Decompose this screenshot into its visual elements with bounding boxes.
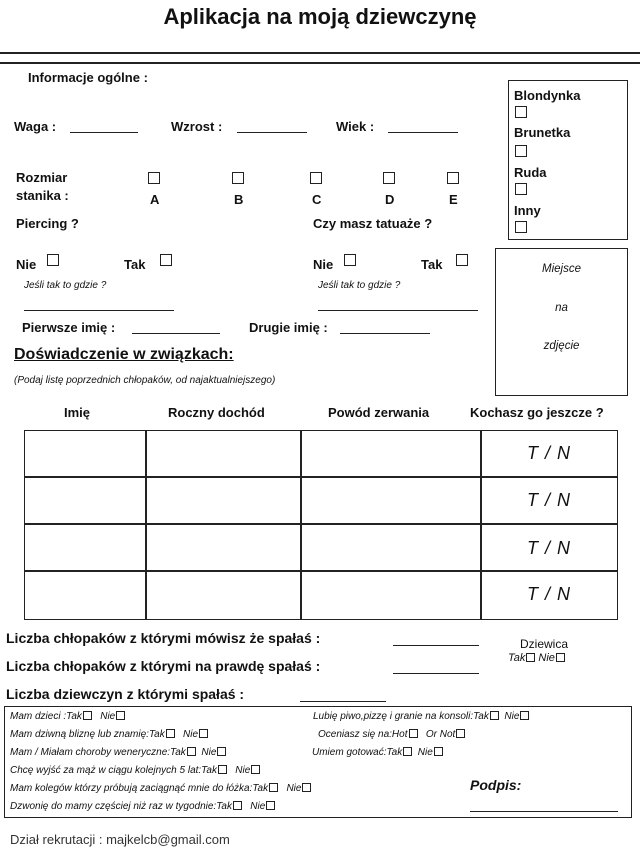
hair-blondynka-label: Blondynka (514, 88, 581, 103)
count-q2-field[interactable] (393, 673, 479, 674)
tattoo-label: Czy masz tatuaże ? (313, 216, 433, 231)
q-koledzy-label: Mam kolegów którzy próbują zaciągnąć mnie do łóżka:Tak (10, 783, 269, 794)
q-gotowac-nie-checkbox[interactable] (434, 747, 443, 756)
q-koledzy-tak-checkbox[interactable] (269, 783, 278, 792)
q-slub-label: Chcę wyjść za mąż w ciągu kolejnych 5 lat:Tak (10, 765, 217, 776)
virgin-options (508, 652, 565, 664)
cup-b-checkbox[interactable] (232, 172, 244, 184)
q-choroby-label: Mam / Miałam choroby weneryczne:Tak (10, 747, 186, 758)
virgin-nie-checkbox[interactable] (556, 653, 565, 662)
q-hot (318, 729, 465, 740)
piercing-nie-checkbox[interactable] (47, 254, 59, 266)
cup-e-label: E (449, 192, 458, 207)
q-choroby-tak-checkbox[interactable] (187, 747, 196, 756)
q-hot-checkbox[interactable] (409, 729, 418, 738)
q-piwo (313, 711, 529, 722)
row3-imie[interactable] (24, 523, 147, 572)
q-koledzy-nie-checkbox[interactable] (302, 783, 311, 792)
stanika-label: stanika : (16, 188, 69, 203)
title-divider-2 (0, 62, 640, 64)
q-blizna (10, 729, 208, 740)
hair-ruda-checkbox[interactable] (515, 183, 527, 195)
piercing-tak-checkbox[interactable] (160, 254, 172, 266)
q-choroby-nie-label: Nie (201, 747, 217, 758)
row1-powod[interactable] (300, 430, 482, 478)
q-slub-tak-checkbox[interactable] (218, 765, 227, 774)
waga-label: Waga : (14, 119, 57, 134)
q-gotowac-tak-checkbox[interactable] (403, 747, 412, 756)
q-choroby (10, 747, 226, 758)
q-dzieci (10, 711, 125, 722)
photo-line2: na (555, 302, 568, 314)
q-piwo-label: Lubię piwo,pizzę i granie na konsoli:Tak (313, 711, 489, 722)
virgin-nie-label: Nie (538, 652, 555, 664)
cup-d-label: D (385, 192, 395, 207)
signature-field[interactable] (470, 811, 618, 812)
q-mama-nie-label: Nie (250, 801, 266, 812)
tattoo-nie-label: Nie (313, 257, 334, 272)
q-dzieci-tak-checkbox[interactable] (83, 711, 92, 720)
tattoo-tak-checkbox[interactable] (456, 254, 468, 266)
rozmiar-label: Rozmiar (16, 170, 68, 185)
q-koledzy (10, 783, 311, 794)
q-mama (10, 801, 275, 812)
piercing-where-field[interactable] (24, 310, 174, 311)
wiek-label: Wiek : (336, 119, 375, 134)
tattoo-nie-checkbox[interactable] (344, 254, 356, 266)
wiek-field[interactable] (388, 132, 458, 133)
hair-inny-checkbox[interactable] (515, 221, 527, 233)
cup-c-checkbox[interactable] (310, 172, 322, 184)
cup-a-label: A (150, 192, 160, 207)
first-name-field[interactable] (132, 333, 220, 334)
row2-dochod[interactable] (145, 476, 302, 525)
col-kochasz: Kochasz go jeszcze ? (470, 405, 604, 420)
hair-brunetka-label: Brunetka (514, 125, 571, 140)
q-dzieci-nie-label: Nie (100, 711, 116, 722)
row2-imie[interactable] (24, 476, 147, 525)
relationships-note: (Podaj listę poprzednich chłopaków, od najaktualniejszego) (14, 375, 276, 386)
q-blizna-nie-label: Nie (183, 729, 199, 740)
second-name-field[interactable] (340, 333, 430, 334)
q-choroby-nie-checkbox[interactable] (217, 747, 226, 756)
q-slub-nie-label: Nie (235, 765, 251, 776)
q-blizna-label: Mam dziwną bliznę lub znamię:Tak (10, 729, 165, 740)
piercing-label: Piercing ? (16, 216, 79, 231)
q-piwo-tak-checkbox[interactable] (490, 711, 499, 720)
q-not-checkbox[interactable] (456, 729, 465, 738)
row1-imie[interactable] (24, 430, 147, 478)
row2-answer[interactable]: T / N (527, 490, 571, 510)
col-imie: Imię (64, 405, 91, 420)
count-q1: Liczba chłopaków z którymi mówisz że spałaś : (6, 630, 321, 646)
general-heading: Informacje ogólne : (28, 70, 148, 85)
hair-blondynka-checkbox[interactable] (515, 106, 527, 118)
piercing-where-label: Jeśli tak to gdzie ? (24, 280, 107, 291)
q-mama-tak-checkbox[interactable] (233, 801, 242, 810)
cup-d-checkbox[interactable] (383, 172, 395, 184)
piercing-tak-label: Tak (124, 257, 146, 272)
relationships-heading: Doświadczenie w związkach: (14, 346, 234, 363)
col-dochod: Roczny dochód (168, 405, 265, 420)
hair-brunetka-checkbox[interactable] (515, 145, 527, 157)
q-blizna-nie-checkbox[interactable] (199, 729, 208, 738)
cup-e-checkbox[interactable] (447, 172, 459, 184)
piercing-nie-label: Nie (16, 257, 37, 272)
hair-ruda-label: Ruda (514, 165, 547, 180)
wzrost-label: Wzrost : (171, 119, 223, 134)
q-hot-label: Oceniasz się na:Hot (318, 729, 408, 740)
photo-line1: Miejsce (542, 263, 581, 275)
q-mama-nie-checkbox[interactable] (266, 801, 275, 810)
q-piwo-nie-label: Nie (504, 711, 520, 722)
q-mama-label: Dzwonię do mamy częściej niż raz w tygodnie:Tak (10, 801, 232, 812)
row1-dochod[interactable] (145, 430, 302, 478)
q-gotowac-nie-label: Nie (417, 747, 433, 758)
title-divider (0, 52, 640, 54)
q-gotowac-label: Umiem gotować:Tak (312, 747, 403, 758)
q-koledzy-nie-label: Nie (286, 783, 302, 794)
first-name-label: Pierwsze imię : (22, 320, 116, 335)
row3-powod[interactable] (300, 523, 482, 572)
count-q2: Liczba chłopaków z którymi na prawdę spałaś : (6, 658, 321, 674)
row4-answer[interactable]: T / N (527, 584, 571, 604)
footer-recruitment: Dział rekrutacji : majkelcb@gmail.com (10, 832, 230, 847)
second-name-label: Drugie imię : (249, 320, 328, 335)
cup-a-checkbox[interactable] (148, 172, 160, 184)
row3-dochod[interactable] (145, 523, 302, 572)
tattoo-where-field[interactable] (318, 310, 478, 311)
waga-field[interactable] (70, 132, 138, 133)
row4-imie[interactable] (24, 570, 147, 620)
photo-line3: zdjęcie (543, 340, 580, 352)
page-title: Aplikacja na moją dziewczynę (163, 4, 477, 29)
cup-b-label: B (234, 192, 244, 207)
q-blizna-tak-checkbox[interactable] (166, 729, 175, 738)
q-gotowac (312, 747, 443, 758)
row2-powod[interactable] (300, 476, 482, 525)
count-q1-field[interactable] (393, 645, 479, 646)
count-q3: Liczba dziewczyn z którymi spałaś : (6, 686, 245, 702)
q-dzieci-nie-checkbox[interactable] (116, 711, 125, 720)
row4-powod[interactable] (300, 570, 482, 620)
virgin-tak-label: Tak (508, 652, 526, 664)
virgin-label: Dziewica (520, 637, 569, 651)
q-dzieci-label: Mam dzieci :Tak (10, 711, 82, 722)
hair-inny-label: Inny (514, 203, 541, 218)
q-slub-nie-checkbox[interactable] (251, 765, 260, 774)
cup-c-label: C (312, 192, 322, 207)
tattoo-tak-label: Tak (421, 257, 443, 272)
q-slub (10, 765, 260, 776)
q-not-label: Or Not (425, 729, 456, 740)
count-q3-field[interactable] (300, 701, 386, 702)
signature-label: Podpis: (470, 777, 522, 793)
wzrost-field[interactable] (237, 132, 307, 133)
q-piwo-nie-checkbox[interactable] (520, 711, 529, 720)
tattoo-where-label: Jeśli tak to gdzie ? (318, 280, 401, 291)
virgin-tak-checkbox[interactable] (526, 653, 535, 662)
row4-dochod[interactable] (145, 570, 302, 620)
row1-answer[interactable]: T / N (527, 443, 571, 463)
row3-answer[interactable]: T / N (527, 538, 571, 558)
col-powod: Powód zerwania (328, 405, 430, 420)
